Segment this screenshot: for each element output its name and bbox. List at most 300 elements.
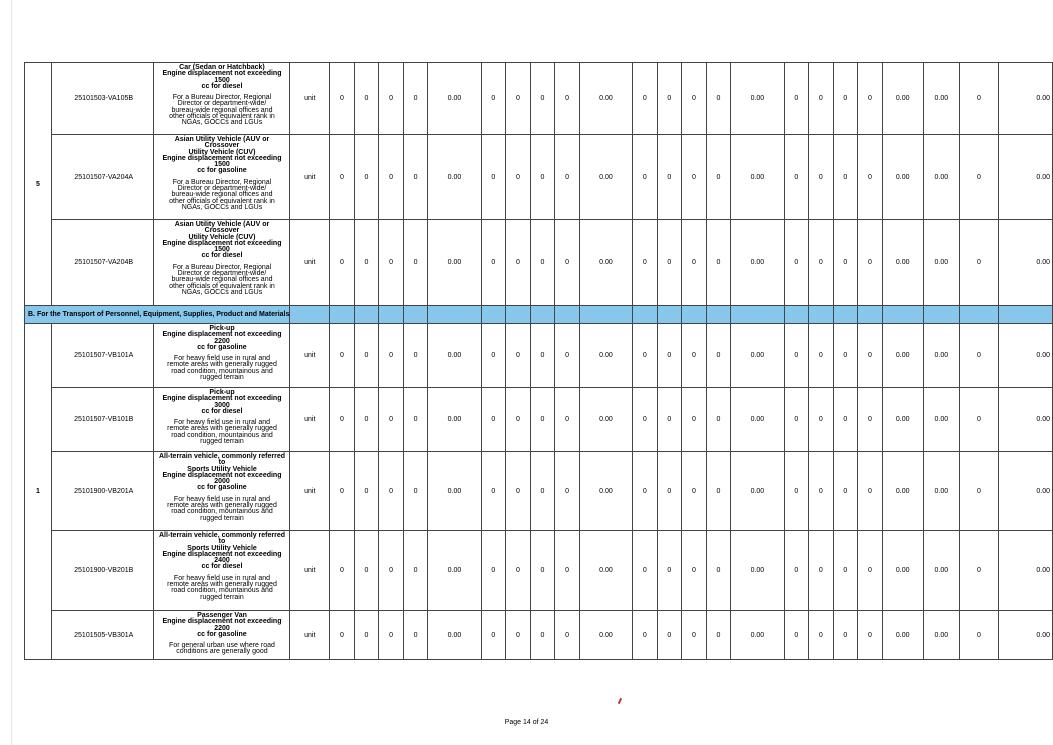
value-cell: 0 bbox=[633, 452, 658, 531]
value-cell: 0 bbox=[379, 611, 404, 660]
description-title-line: cc for diesel bbox=[201, 563, 243, 571]
value-cell: 0 bbox=[403, 452, 428, 531]
value-cell: 0.00 bbox=[999, 135, 1053, 220]
value-cell: 0.00 bbox=[428, 220, 481, 306]
page-footer: Page 14 of 24 bbox=[504, 719, 549, 726]
section-cell bbox=[481, 306, 506, 324]
value-cell: 0 bbox=[555, 324, 580, 388]
description-title-line: cc for diesel bbox=[201, 82, 243, 90]
description-note-line: For heavy field use in rural and bbox=[173, 419, 271, 427]
value-cell: 0 bbox=[657, 135, 682, 220]
value-cell: 0 bbox=[858, 611, 883, 660]
value-cell: 0 bbox=[354, 63, 379, 135]
value-cell: 0.00 bbox=[579, 135, 632, 220]
section-cell bbox=[354, 306, 379, 324]
value-cell: 0 bbox=[657, 452, 682, 531]
item-code: 25101900-VB201A bbox=[51, 452, 153, 531]
value-cell: 0 bbox=[481, 452, 506, 531]
description-note-line: remote areas with generally rugged bbox=[167, 425, 277, 433]
value-cell: 0 bbox=[809, 63, 834, 135]
item-description bbox=[153, 531, 290, 611]
item-description bbox=[153, 388, 290, 452]
value-cell: 0 bbox=[379, 135, 404, 220]
description-note-line: Director or department-wide/ bbox=[177, 185, 267, 193]
value-cell: 0 bbox=[858, 452, 883, 531]
description-note-line: NGAs, GOCCs and LGUs bbox=[181, 203, 263, 211]
value-cell: 0 bbox=[833, 388, 858, 452]
value-cell: 0.00 bbox=[428, 388, 481, 452]
value-cell: 0 bbox=[481, 135, 506, 220]
value-cell: 0 bbox=[959, 452, 998, 531]
value-cell: 0.00 bbox=[579, 531, 632, 611]
value-cell: 0 bbox=[330, 452, 355, 531]
value-cell: 0 bbox=[330, 388, 355, 452]
section-cell bbox=[882, 306, 923, 324]
table-row bbox=[25, 388, 1053, 452]
description-title-line: cc for gasoline bbox=[197, 343, 247, 351]
description-note-line: road condition, mountainous and bbox=[171, 587, 273, 595]
section-cell bbox=[959, 306, 998, 324]
description-title-line: Car (Sedan or Hatchback) bbox=[179, 64, 265, 71]
value-cell: 0 bbox=[657, 531, 682, 611]
value-cell: 0.00 bbox=[731, 388, 784, 452]
value-cell: 0.00 bbox=[923, 135, 959, 220]
section-cell bbox=[809, 306, 834, 324]
value-cell: 0 bbox=[506, 452, 531, 531]
section-cell bbox=[682, 306, 707, 324]
description-title-line: Engine displacement not exceeding 2000 bbox=[162, 471, 282, 486]
value-cell: 0 bbox=[706, 388, 731, 452]
value-cell: 0 bbox=[354, 135, 379, 220]
description-note-line: rugged terrain bbox=[200, 438, 244, 446]
value-cell: 0.00 bbox=[882, 324, 923, 388]
value-cell: 0 bbox=[481, 324, 506, 388]
description-note-line: For general urban use where road bbox=[169, 642, 275, 650]
value-cell: 0 bbox=[481, 63, 506, 135]
item-description bbox=[153, 135, 290, 220]
value-cell: 0 bbox=[633, 531, 658, 611]
unit-cell: unit bbox=[290, 452, 330, 531]
value-cell: 0 bbox=[959, 63, 998, 135]
value-cell: 0 bbox=[506, 220, 531, 306]
value-cell: 0 bbox=[682, 135, 707, 220]
value-cell: 0.00 bbox=[428, 63, 481, 135]
section-cell bbox=[706, 306, 731, 324]
value-cell: 0.00 bbox=[428, 531, 481, 611]
value-cell: 0 bbox=[706, 324, 731, 388]
value-cell: 0.00 bbox=[731, 135, 784, 220]
table-row bbox=[25, 63, 1053, 135]
description-title-line: cc for gasoline bbox=[197, 167, 247, 175]
value-cell: 0 bbox=[833, 531, 858, 611]
value-cell: 0 bbox=[354, 452, 379, 531]
value-cell: 0 bbox=[403, 388, 428, 452]
value-cell: 0 bbox=[530, 135, 555, 220]
value-cell: 0 bbox=[555, 63, 580, 135]
description-title-line: Engine displacement not exceeding 2200 bbox=[162, 331, 282, 345]
table-row bbox=[25, 135, 1053, 220]
value-cell: 0 bbox=[682, 220, 707, 306]
value-cell: 0 bbox=[506, 531, 531, 611]
value-cell: 0 bbox=[959, 135, 998, 220]
value-cell: 0.00 bbox=[999, 611, 1053, 660]
value-cell: 0.00 bbox=[579, 388, 632, 452]
value-cell: 0 bbox=[555, 611, 580, 660]
section-cell bbox=[999, 306, 1053, 324]
value-cell: 0.00 bbox=[923, 531, 959, 611]
item-description bbox=[153, 220, 290, 306]
description-title-line: cc for diesel bbox=[201, 252, 243, 260]
value-cell: 0 bbox=[706, 63, 731, 135]
unit-cell: unit bbox=[290, 611, 330, 660]
table-row bbox=[25, 220, 1053, 306]
value-cell: 0.00 bbox=[923, 611, 959, 660]
item-code: 25101503-VA105B bbox=[51, 63, 153, 135]
description-note-line: bureau-wide regional offices and bbox=[171, 191, 273, 199]
value-cell: 0 bbox=[784, 531, 809, 611]
value-cell: 0.00 bbox=[923, 220, 959, 306]
value-cell: 0.00 bbox=[731, 531, 784, 611]
page-edge bbox=[11, 0, 12, 745]
description-title-line: Engine displacement not exceeding 1500 bbox=[162, 70, 282, 84]
value-cell: 0 bbox=[657, 388, 682, 452]
description-title-line: Engine displacement not exceeding 2400 bbox=[162, 550, 282, 565]
value-cell: 0 bbox=[555, 135, 580, 220]
value-cell: 0 bbox=[379, 452, 404, 531]
value-cell: 0 bbox=[403, 531, 428, 611]
value-cell: 0 bbox=[481, 531, 506, 611]
value-cell: 0 bbox=[657, 611, 682, 660]
value-cell: 0.00 bbox=[731, 324, 784, 388]
value-cell: 0 bbox=[809, 324, 834, 388]
value-cell: 0 bbox=[784, 388, 809, 452]
description-title-line: All-terrain vehicle, commonly referred to bbox=[158, 532, 285, 546]
description-note-line: road condition, mountainous and bbox=[171, 431, 273, 439]
description-title-line: Asian Utility Vehicle (AUV or Crossover bbox=[174, 136, 270, 150]
value-cell: 0 bbox=[682, 611, 707, 660]
value-cell: 0 bbox=[809, 135, 834, 220]
value-cell: 0 bbox=[784, 324, 809, 388]
value-cell: 0.00 bbox=[882, 611, 923, 660]
description-note-line: NGAs, GOCCs and LGUs bbox=[181, 288, 263, 296]
item-code: 25101507-VA204B bbox=[51, 220, 153, 306]
unit-cell: unit bbox=[290, 531, 330, 611]
value-cell: 0.00 bbox=[882, 63, 923, 135]
description-title-line: Engine displacement not exceeding 1500 bbox=[162, 239, 282, 254]
value-cell: 0.00 bbox=[579, 63, 632, 135]
section-b-label: B. For the Transport of Personnel, Equipment, Supplies, Product and Materials bbox=[25, 306, 290, 324]
value-cell: 0 bbox=[959, 388, 998, 452]
description-title-line: Asian Utility Vehicle (AUV or Crossover bbox=[174, 221, 270, 235]
value-cell: 0 bbox=[354, 388, 379, 452]
description-note-line: other officials of equivalent rank in bbox=[169, 282, 275, 290]
value-cell: 0 bbox=[530, 324, 555, 388]
description-title-line: All-terrain vehicle, commonly referred to bbox=[158, 453, 285, 467]
value-cell: 0.00 bbox=[428, 452, 481, 531]
value-cell: 0 bbox=[330, 220, 355, 306]
value-cell: 0 bbox=[633, 611, 658, 660]
value-cell: 0 bbox=[858, 324, 883, 388]
table-row bbox=[25, 611, 1053, 660]
value-cell: 0 bbox=[403, 220, 428, 306]
description-note-line: road condition, mountainous and bbox=[171, 367, 273, 375]
description-note-line: For heavy field use in rural and bbox=[173, 574, 271, 582]
value-cell: 0 bbox=[555, 388, 580, 452]
value-cell: 0.00 bbox=[999, 324, 1053, 388]
description-note-line: conditions are generally good bbox=[176, 648, 268, 656]
value-cell: 0 bbox=[682, 324, 707, 388]
value-cell: 0 bbox=[379, 324, 404, 388]
value-cell: 0 bbox=[809, 220, 834, 306]
section-header-row bbox=[25, 306, 1053, 324]
value-cell: 0.00 bbox=[731, 452, 784, 531]
group-number: 1 bbox=[25, 324, 52, 660]
value-cell: 0.00 bbox=[923, 388, 959, 452]
value-cell: 0 bbox=[354, 611, 379, 660]
value-cell: 0 bbox=[809, 531, 834, 611]
value-cell: 0 bbox=[833, 220, 858, 306]
description-note-line: rugged terrain bbox=[200, 514, 244, 522]
section-cell bbox=[731, 306, 784, 324]
value-cell: 0 bbox=[633, 135, 658, 220]
value-cell: 0 bbox=[330, 324, 355, 388]
value-cell: 0 bbox=[833, 63, 858, 135]
procurement-table bbox=[24, 62, 1053, 660]
table-row bbox=[25, 531, 1053, 611]
value-cell: 0 bbox=[330, 531, 355, 611]
unit-cell: unit bbox=[290, 220, 330, 306]
value-cell: 0 bbox=[858, 135, 883, 220]
value-cell: 0 bbox=[809, 452, 834, 531]
value-cell: 0 bbox=[403, 135, 428, 220]
value-cell: 0.00 bbox=[882, 388, 923, 452]
value-cell: 0.00 bbox=[579, 452, 632, 531]
value-cell: 0 bbox=[506, 63, 531, 135]
section-cell bbox=[330, 306, 355, 324]
value-cell: 0 bbox=[354, 324, 379, 388]
value-cell: 0 bbox=[682, 531, 707, 611]
description-title-line: cc for diesel bbox=[201, 407, 243, 415]
value-cell: 0.00 bbox=[999, 63, 1053, 135]
value-cell: 0 bbox=[330, 63, 355, 135]
description-note-line: bureau-wide regional offices and bbox=[171, 106, 273, 114]
value-cell: 0.00 bbox=[428, 324, 481, 388]
value-cell: 0.00 bbox=[923, 452, 959, 531]
value-cell: 0.00 bbox=[882, 531, 923, 611]
value-cell: 0.00 bbox=[882, 135, 923, 220]
section-cell bbox=[530, 306, 555, 324]
value-cell: 0 bbox=[784, 63, 809, 135]
section-cell bbox=[555, 306, 580, 324]
pen-mark bbox=[618, 698, 622, 704]
value-cell: 0 bbox=[833, 135, 858, 220]
description-title-line: Pick-up bbox=[209, 389, 235, 396]
description-note-line: other officials of equivalent rank in bbox=[169, 113, 275, 121]
value-cell: 0.00 bbox=[579, 611, 632, 660]
item-code: 25101507-VB101A bbox=[51, 324, 153, 388]
value-cell: 0 bbox=[530, 611, 555, 660]
unit-cell: unit bbox=[290, 63, 330, 135]
value-cell: 0 bbox=[833, 452, 858, 531]
value-cell: 0 bbox=[706, 220, 731, 306]
description-title-line: Pick-up bbox=[209, 325, 235, 332]
value-cell: 0 bbox=[379, 220, 404, 306]
description-note-line: NGAs, GOCCs and LGUs bbox=[181, 119, 263, 127]
value-cell: 0 bbox=[555, 531, 580, 611]
value-cell: 0 bbox=[657, 220, 682, 306]
value-cell: 0 bbox=[403, 324, 428, 388]
description-note-line: bureau-wide regional offices and bbox=[171, 276, 273, 284]
value-cell: 0 bbox=[682, 388, 707, 452]
description-title-line: Utility Vehicle (CUV) bbox=[188, 148, 256, 156]
value-cell: 0.00 bbox=[579, 324, 632, 388]
value-cell: 0.00 bbox=[428, 611, 481, 660]
description-note-line: remote areas with generally rugged bbox=[167, 581, 277, 589]
unit-cell: unit bbox=[290, 135, 330, 220]
value-cell: 0 bbox=[481, 611, 506, 660]
description-title-line: Engine displacement not exceeding 2200 bbox=[162, 618, 282, 632]
description-note-line: remote areas with generally rugged bbox=[167, 502, 277, 510]
section-cell bbox=[633, 306, 658, 324]
description-note-line: For heavy field use in rural and bbox=[173, 495, 271, 503]
item-description bbox=[153, 452, 290, 531]
item-description bbox=[153, 324, 290, 388]
description-title-line: cc for gasoline bbox=[197, 630, 247, 638]
item-description bbox=[153, 63, 290, 135]
description-title-line: Sports Utility Vehicle bbox=[187, 544, 257, 552]
value-cell: 0.00 bbox=[999, 220, 1053, 306]
value-cell: 0 bbox=[657, 63, 682, 135]
description-title-line: Passenger Van bbox=[197, 612, 247, 619]
value-cell: 0 bbox=[530, 220, 555, 306]
description-note-line: rugged terrain bbox=[200, 593, 244, 601]
value-cell: 0 bbox=[481, 388, 506, 452]
description-title-line: Utility Vehicle (CUV) bbox=[188, 233, 256, 241]
description-note-line: Director or department-wide/ bbox=[177, 270, 267, 278]
value-cell: 0 bbox=[959, 324, 998, 388]
value-cell: 0 bbox=[809, 388, 834, 452]
value-cell: 0 bbox=[330, 135, 355, 220]
description-title-line: cc for gasoline bbox=[197, 484, 247, 492]
section-cell bbox=[506, 306, 531, 324]
description-title-line: Sports Utility Vehicle bbox=[187, 465, 257, 473]
value-cell: 0 bbox=[506, 611, 531, 660]
section-cell bbox=[403, 306, 428, 324]
value-cell: 0 bbox=[379, 531, 404, 611]
item-description bbox=[153, 611, 290, 660]
value-cell: 0 bbox=[330, 611, 355, 660]
value-cell: 0 bbox=[403, 611, 428, 660]
table-row bbox=[25, 452, 1053, 531]
value-cell: 0 bbox=[555, 452, 580, 531]
value-cell: 0 bbox=[706, 452, 731, 531]
value-cell: 0 bbox=[481, 220, 506, 306]
value-cell: 0 bbox=[784, 452, 809, 531]
value-cell: 0 bbox=[555, 220, 580, 306]
value-cell: 0.00 bbox=[579, 220, 632, 306]
value-cell: 0 bbox=[784, 611, 809, 660]
value-cell: 0 bbox=[706, 611, 731, 660]
value-cell: 0 bbox=[657, 324, 682, 388]
value-cell: 0 bbox=[633, 220, 658, 306]
description-note-line: For a Bureau Director, Regional bbox=[172, 263, 272, 271]
description-note-line: For heavy field use in rural and bbox=[173, 355, 271, 363]
item-code: 25101507-VA204A bbox=[51, 135, 153, 220]
value-cell: 0 bbox=[530, 452, 555, 531]
value-cell: 0.00 bbox=[999, 531, 1053, 611]
value-cell: 0 bbox=[633, 63, 658, 135]
value-cell: 0.00 bbox=[731, 611, 784, 660]
value-cell: 0 bbox=[858, 531, 883, 611]
section-cell bbox=[858, 306, 883, 324]
value-cell: 0 bbox=[809, 611, 834, 660]
description-note-line: Director or department-wide/ bbox=[177, 100, 267, 108]
value-cell: 0.00 bbox=[731, 63, 784, 135]
value-cell: 0.00 bbox=[882, 452, 923, 531]
value-cell: 0 bbox=[784, 135, 809, 220]
item-code: 25101505-VB301A bbox=[51, 611, 153, 660]
value-cell: 0 bbox=[403, 63, 428, 135]
description-note-line: For a Bureau Director, Regional bbox=[172, 94, 272, 102]
value-cell: 0 bbox=[706, 135, 731, 220]
section-cell bbox=[290, 306, 330, 324]
value-cell: 0 bbox=[633, 388, 658, 452]
value-cell: 0 bbox=[682, 452, 707, 531]
description-note-line: road condition, mountainous and bbox=[171, 508, 273, 516]
value-cell: 0 bbox=[959, 611, 998, 660]
section-cell bbox=[657, 306, 682, 324]
value-cell: 0 bbox=[706, 531, 731, 611]
value-cell: 0 bbox=[833, 611, 858, 660]
value-cell: 0.00 bbox=[999, 388, 1053, 452]
table-row bbox=[25, 324, 1053, 388]
value-cell: 0 bbox=[379, 63, 404, 135]
value-cell: 0 bbox=[354, 220, 379, 306]
value-cell: 0.00 bbox=[882, 220, 923, 306]
description-note-line: other officials of equivalent rank in bbox=[169, 197, 275, 205]
value-cell: 0 bbox=[530, 63, 555, 135]
section-cell bbox=[379, 306, 404, 324]
value-cell: 0 bbox=[784, 220, 809, 306]
value-cell: 0 bbox=[682, 63, 707, 135]
description-note-line: rugged terrain bbox=[200, 374, 244, 382]
section-cell bbox=[579, 306, 632, 324]
unit-cell: unit bbox=[290, 324, 330, 388]
value-cell: 0 bbox=[530, 531, 555, 611]
value-cell: 0.00 bbox=[923, 63, 959, 135]
item-code: 25101507-VB101B bbox=[51, 388, 153, 452]
description-title-line: Engine displacement not exceeding 1500 bbox=[162, 154, 282, 169]
value-cell: 0 bbox=[506, 388, 531, 452]
value-cell: 0 bbox=[530, 388, 555, 452]
value-cell: 0 bbox=[833, 324, 858, 388]
description-note-line: For a Bureau Director, Regional bbox=[172, 178, 272, 186]
description-note-line: remote areas with generally rugged bbox=[167, 361, 277, 369]
group-number: 5 bbox=[25, 63, 52, 306]
table-body bbox=[25, 63, 1053, 660]
value-cell: 0 bbox=[506, 135, 531, 220]
section-cell bbox=[923, 306, 959, 324]
value-cell: 0.00 bbox=[428, 135, 481, 220]
value-cell: 0 bbox=[858, 388, 883, 452]
section-cell bbox=[428, 306, 481, 324]
value-cell: 0 bbox=[506, 324, 531, 388]
value-cell: 0 bbox=[633, 324, 658, 388]
value-cell: 0.00 bbox=[999, 452, 1053, 531]
section-cell bbox=[784, 306, 809, 324]
value-cell: 0 bbox=[354, 531, 379, 611]
section-cell bbox=[833, 306, 858, 324]
